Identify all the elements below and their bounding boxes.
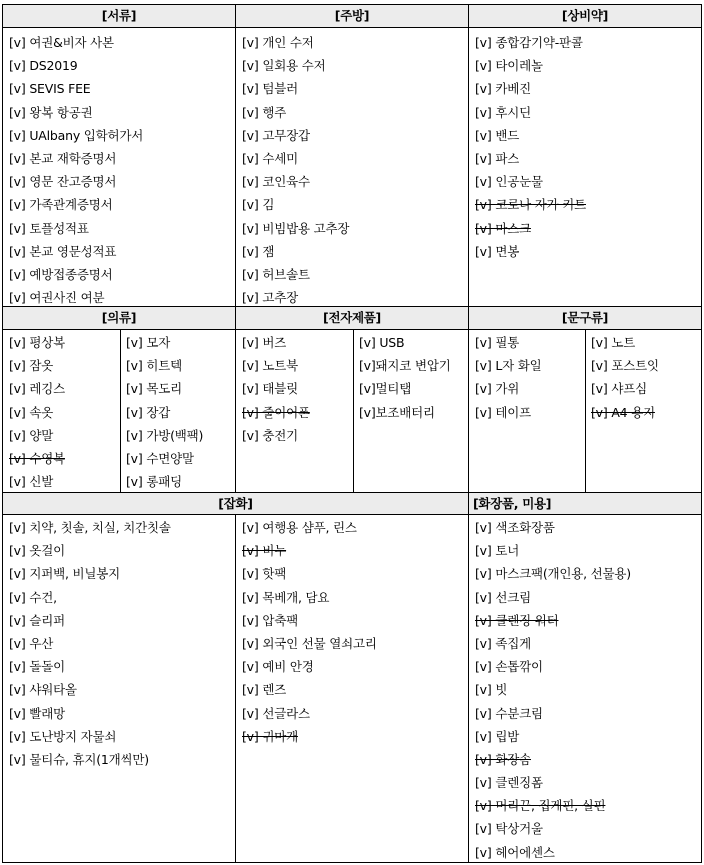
checklist-item: [v] 토플성적표 — [9, 220, 89, 236]
packing-checklist-table — [2, 4, 702, 863]
checklist-item-struck: [v] 비누 — [242, 543, 287, 559]
electronics-list-left — [242, 331, 310, 447]
checklist-item: [v] 목베개, 담요 — [242, 589, 330, 605]
medicine-list — [475, 31, 586, 263]
section-title-electronics: [전자제품] — [323, 310, 381, 325]
checklist-item: [v] 카베진 — [475, 81, 531, 97]
checklist-item: [v] 후시딘 — [475, 104, 531, 120]
checklist-item: [v] 우산 — [9, 635, 54, 651]
checklist-item: [v] 탁상거울 — [475, 821, 543, 837]
checklist-item: [v] 압축팩 — [242, 612, 298, 628]
misc-list-right — [242, 516, 377, 748]
checklist-item: [v] 가위 — [475, 381, 520, 397]
checklist-item-struck: [v] 귀마개 — [242, 728, 298, 744]
stationery-list-right — [591, 331, 659, 424]
checklist-item: [v] 선글라스 — [242, 705, 310, 721]
checklist-item: [v] 레깅스 — [9, 381, 65, 397]
checklist-item: [v] 왕복 항공권 — [9, 104, 93, 120]
checklist-item: [v] 면봉 — [475, 243, 520, 259]
stationery-list-left — [475, 331, 542, 424]
checklist-item: [v] 외국인 선물 열쇠고리 — [242, 635, 377, 651]
checklist-item: [v] 치약, 칫솔, 치실, 치간칫솔 — [9, 520, 171, 535]
checklist-item: [v] 필통 — [475, 335, 520, 350]
section-title-medicine: [상비약] — [561, 8, 609, 23]
checklist-item: [v] 립밤 — [475, 728, 520, 744]
clothing-list-right — [126, 331, 203, 493]
checklist-item: [v] 여권&비자 사본 — [9, 35, 114, 50]
checklist-item: [v] USB — [359, 335, 405, 350]
checklist-item: [v] 여권사진 여분 — [9, 290, 105, 306]
checklist-item-struck: [v] 화장솜 — [475, 751, 531, 767]
checklist-item: [v] 족집게 — [475, 635, 531, 651]
checklist-item: [v] 마스크팩(개인용, 선물용) — [475, 566, 631, 582]
checklist-item: [v] 히트텍 — [126, 358, 182, 374]
checklist-item: [v] 고추장 — [242, 290, 298, 306]
checklist-item-struck: [v] 줄이어폰 — [242, 404, 310, 420]
checklist-item: [v] 인공눈물 — [475, 174, 543, 190]
checklist-item: [v] 돌돌이 — [9, 659, 65, 675]
checklist-item: [v] 신발 — [9, 474, 54, 490]
docs-list — [9, 31, 143, 309]
checklist-item: [v] 고무장갑 — [242, 127, 310, 143]
checklist-item: [v] SEVIS FEE — [9, 81, 91, 97]
checklist-item: [v]돼지코 변압기 — [359, 358, 451, 374]
checklist-item: [v] 예방접종증명서 — [9, 266, 113, 282]
checklist-item: [v] 종합감기약-판콜 — [475, 35, 583, 50]
section-title-misc: [잡화] — [218, 496, 253, 511]
checklist-item: [v] 수건, — [9, 589, 57, 605]
checklist-item: [v] 노트북 — [242, 358, 298, 374]
checklist-item: [v]멀티탭 — [359, 381, 412, 397]
checklist-item: [v] 렌즈 — [242, 682, 287, 698]
clothing-list-left — [9, 331, 65, 493]
checklist-item: [v] UAlbany 입학허가서 — [9, 127, 144, 143]
checklist-item: [v] 지퍼백, 비닐봉지 — [9, 566, 120, 582]
checklist-item: [v] 샤워타올 — [9, 682, 77, 698]
checklist-item: [v] 밴드 — [475, 127, 520, 143]
checklist-item: [v] 양말 — [9, 427, 54, 443]
checklist-item: [v] 노트 — [591, 335, 636, 350]
checklist-item: [v] 슬리퍼 — [9, 612, 65, 628]
section-title-clothing: [의류] — [101, 310, 137, 325]
checklist-item: [v] 본교 영문성적표 — [9, 243, 117, 259]
checklist-item: [v] 옷걸이 — [9, 543, 65, 559]
checklist-item: [v] 핫팩 — [242, 566, 287, 582]
checklist-item: [v] 충전기 — [242, 427, 298, 443]
checklist-item: [v] 빗 — [475, 682, 508, 698]
checklist-item: [v] 본교 재학증명서 — [9, 150, 117, 166]
checklist-item: [v] 모자 — [126, 335, 171, 350]
cosmetics-list — [475, 516, 631, 864]
checklist-item: [v] 헤어에센스 — [475, 844, 555, 860]
checklist-item: [v] 영문 잔고증명서 — [9, 174, 117, 190]
checklist-item: [v] 롱패딩 — [126, 474, 182, 490]
checklist-item: [v] 행주 — [242, 104, 287, 120]
checklist-item: [v]보조배터리 — [359, 404, 435, 420]
checklist-item: [v] 수분크림 — [475, 705, 543, 721]
checklist-item: [v] 색조화장품 — [475, 520, 555, 535]
checklist-item-struck: [v] 수영복 — [9, 450, 65, 466]
checklist-item: [v] 도난방지 자물쇠 — [9, 728, 117, 744]
checklist-item: [v] 허브솔트 — [242, 266, 310, 282]
checklist-item: [v] 빨래망 — [9, 705, 65, 721]
checklist-item: [v] 일회용 수저 — [242, 58, 326, 74]
checklist-item: [v] 비빔밥용 고추장 — [242, 220, 350, 236]
checklist-item: [v] 버즈 — [242, 335, 287, 350]
section-title-docs: [서류] — [101, 8, 137, 23]
checklist-item: [v] 선크림 — [475, 589, 531, 605]
checklist-item: [v] 손톱깎이 — [475, 659, 543, 675]
checklist-item: [v] L자 화일 — [475, 358, 542, 374]
checklist-item-struck: [v] 머리끈, 집게핀, 실핀 — [475, 798, 606, 814]
checklist-item: [v] 코인육수 — [242, 174, 310, 190]
checklist-item: [v] 장갑 — [126, 404, 171, 420]
checklist-item: [v] 파스 — [475, 150, 520, 166]
checklist-item: [v] 예비 안경 — [242, 659, 314, 675]
checklist-item: [v] 평상복 — [9, 335, 65, 350]
checklist-item: [v] 가방(백팩) — [126, 427, 204, 443]
electronics-list-right — [359, 331, 451, 424]
section-title-kitchen: [주방] — [334, 8, 370, 23]
checklist-item: [v] 잼 — [242, 243, 275, 259]
checklist-item: [v] 텀블러 — [242, 81, 298, 97]
checklist-item: [v] 가족관계증명서 — [9, 197, 113, 213]
checklist-item: [v] 김 — [242, 197, 275, 213]
checklist-item: [v] 테이프 — [475, 404, 531, 420]
checklist-item: [v] 타이레놀 — [475, 58, 543, 74]
kitchen-list — [242, 31, 349, 309]
checklist-item: [v] 목도리 — [126, 381, 182, 397]
checklist-item: [v] DS2019 — [9, 58, 78, 74]
checklist-item: [v] 물티슈, 휴지(1개씩만) — [9, 751, 149, 767]
misc-list-left — [9, 516, 171, 771]
checklist-item: [v] 수면양말 — [126, 450, 194, 466]
checklist-item: [v] 태블릿 — [242, 381, 298, 397]
checklist-item: [v] 개인 수저 — [242, 35, 314, 50]
section-title-cosmetics: [화장품, 미용] — [473, 496, 552, 511]
checklist-item-struck: [v] A4 용지 — [591, 404, 655, 420]
checklist-item: [v] 클렌징폼 — [475, 775, 543, 791]
section-title-stationery: [문구류] — [561, 310, 609, 325]
checklist-item: [v] 여행용 샴푸, 린스 — [242, 520, 357, 535]
checklist-item: [v] 샤프심 — [591, 381, 647, 397]
checklist-item: [v] 수세미 — [242, 150, 298, 166]
checklist-item: [v] 잠옷 — [9, 358, 54, 374]
checklist-item: [v] 포스트잇 — [591, 358, 659, 374]
checklist-item-struck: [v] 마스크 — [475, 220, 531, 236]
checklist-item: [v] 속옷 — [9, 404, 54, 420]
checklist-item-struck: [v] 코로나 자가 키트 — [475, 197, 586, 213]
checklist-item: [v] 토너 — [475, 543, 520, 559]
checklist-item-struck: [v] 클렌징 워터 — [475, 612, 559, 628]
